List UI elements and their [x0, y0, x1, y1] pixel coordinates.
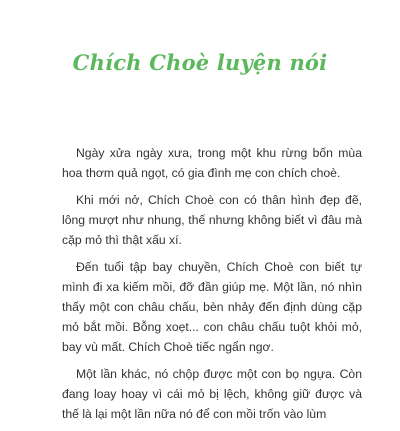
story-paragraph: Khi mới nở, Chích Choè con có thân hình đẹp đẽ, lông mượt như nhung, thế nhưng không biết vì đâu mà cặp mỏ thì thật xấu xí.	[62, 193, 362, 247]
story-paragraph: Đến tuổi tập bay chuyền, Chích Choè con biết tự mình đi xa kiếm mồi, đỡ đần giúp mẹ. Một lần, nó nhìn thấy một con châu chấu, bèn nhảy đến định dùng cặp mỏ bắt mồi. Bỗng xoẹt... con châu chấu tuột khỏi mỏ, bay vù mất. Chích Choè tiếc ngẩn ngơ.	[62, 260, 362, 354]
story-paragraph: Ngày xửa ngày xưa, trong một khu rừng bốn mùa hoa thơm quả ngọt, có gia đình mẹ con chích choè.	[62, 146, 362, 180]
story-title: Chích Choè luyện nói	[72, 50, 328, 75]
story-body	[62, 143, 362, 431]
story-paragraph: Một lần khác, nó chộp được một con bọ ngựa. Còn đang loay hoay vì cái mỏ bị lệch, không giữ được và thế là lại một lần nữa nó để con mồi trốn vào lùm	[62, 367, 362, 421]
